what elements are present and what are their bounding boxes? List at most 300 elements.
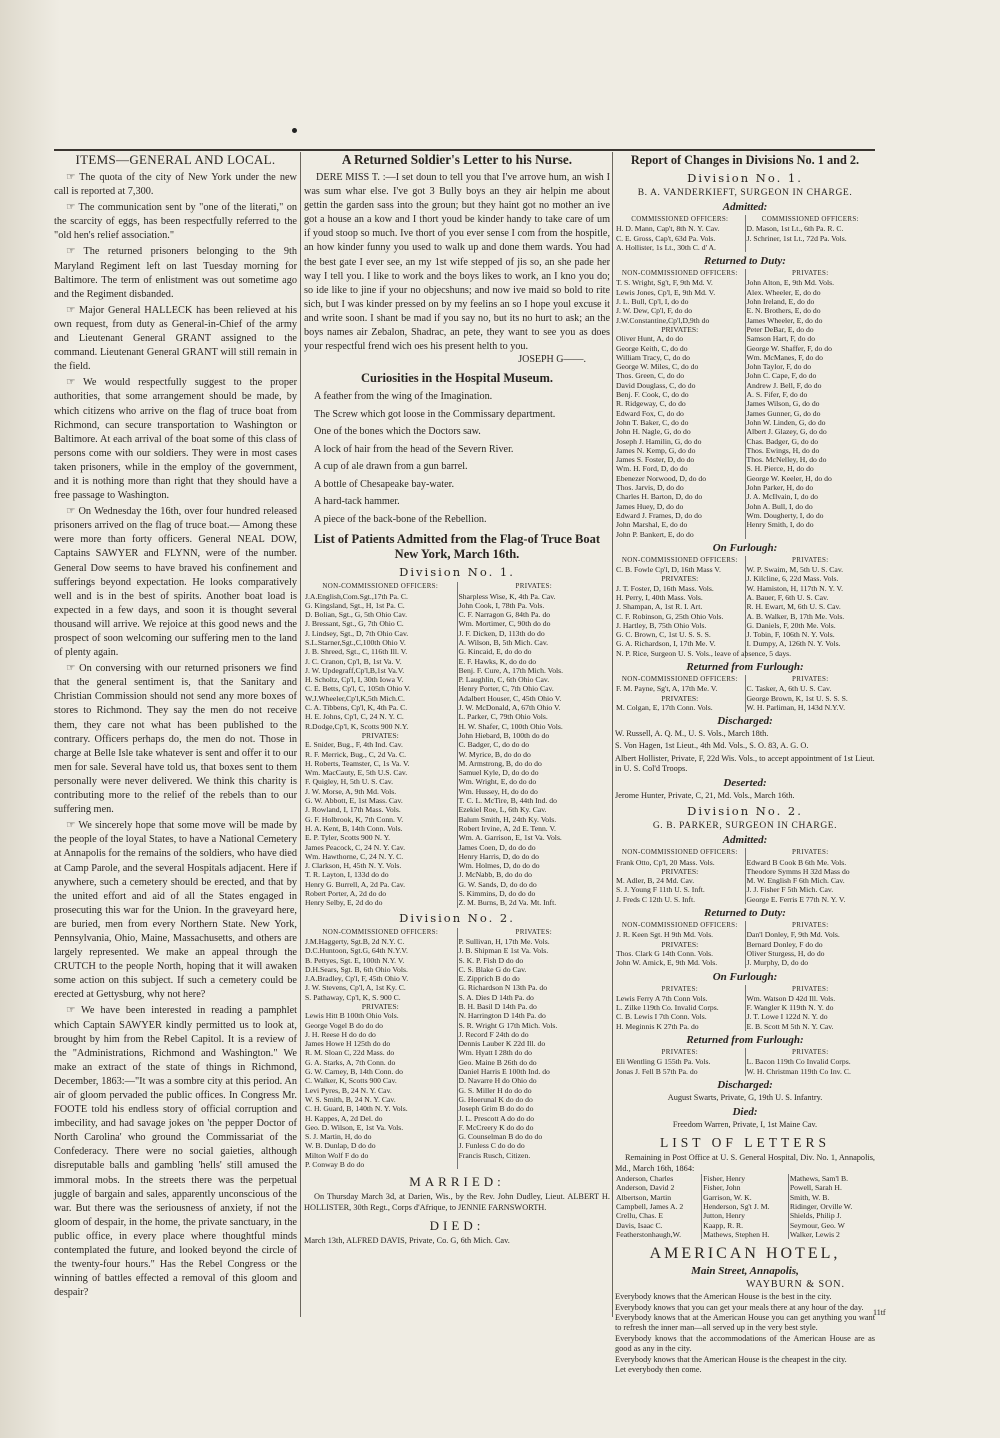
news-item-paragraph: ☞ Major General HALLECK has been relieved at his own request, from duty as General-in-Chief of the army and Lieutenant General GRANT assigned to the command. Lieutenant General GRANT will still remain in the field. (54, 304, 297, 373)
table-row (304, 787, 610, 796)
museum-item: A feather from the wing of the Imagination. (314, 391, 493, 403)
table-cell: J. Tobin, F, 106th N. Y. Vols. (746, 630, 835, 640)
table-cell: NON-COMMISSIONED OFFICERS: (615, 675, 745, 684)
table-cell: Chas. Badger, G, do do (746, 436, 819, 446)
hotel-address: Main Street, Annapolis, (691, 1265, 799, 1278)
table-cell: Wm. MacCauty, E, 5th U.S. Cav. (304, 768, 457, 777)
hotel-ad-line: Everybody knows that the American House is the best in the city. (615, 1292, 832, 1302)
museum-item: A cup of ale drawn from a gun barrel. (314, 461, 468, 473)
table-row (304, 843, 610, 852)
table-row (615, 1048, 875, 1057)
table-row (615, 858, 875, 867)
table-row (304, 861, 610, 870)
table-cell: M. Adler, B, 24 Md. Cav. (615, 876, 745, 885)
table-cell: J.A.Bradley, Cp'l, F, 45th Ohio V. (304, 974, 457, 983)
column-letter-and-lists (304, 152, 610, 1332)
returned-furlough-table-1 (615, 675, 875, 712)
table-cell: Wm. A. Garrison, E, 1st Va. Vols. (458, 833, 562, 843)
table-row (304, 731, 610, 740)
table-row (615, 520, 875, 529)
items-paragraphs (54, 171, 297, 1300)
table-cell: John Marshal, E, do do (615, 520, 745, 529)
furlough-label-2: On Furlough: (712, 970, 778, 983)
table-cell: Albert J. Glazey, G, do do (746, 427, 827, 437)
died-label-2: Died: (732, 1106, 758, 1119)
table-cell: G. S. Miller H do do do (458, 1085, 532, 1095)
table-cell: P. Laughlin, C, 6th Ohio Cav. (458, 675, 550, 685)
table-cell: James Peacock, C, 24 N. Y. Cav. (304, 843, 457, 852)
table-cell: Lewis Hitt B 100th Ohio Vols. (304, 1011, 457, 1020)
museum-item: A hard-tack hammer. (314, 496, 400, 508)
table-row (615, 867, 875, 876)
table-row (304, 870, 610, 879)
table-cell: Shields, Philip J. (789, 1211, 842, 1221)
table-cell: Anderson, Charles (615, 1174, 702, 1183)
table-cell: Geo. Maine B 26th do do (458, 1057, 537, 1067)
table-row (304, 629, 610, 638)
table-cell: D. Bolian, Sgt., G, 5th Ohio Cav. (304, 610, 457, 619)
table-cell: S. K. P. Fish D do do (458, 955, 524, 965)
table-row (304, 1039, 610, 1048)
table-cell: Henry Porter, C, 7th Ohio Cav. (458, 684, 554, 694)
discharged-label-1: Discharged: (717, 715, 773, 728)
table-row (304, 880, 610, 889)
table-cell: NON-COMMISSIONED OFFICERS: (304, 582, 457, 591)
table-row (615, 612, 875, 621)
table-row (304, 703, 610, 712)
museum-item: A lock of hair from the head of the Severn River. (314, 443, 514, 455)
table-cell: Levi Pyres, B, 24 N. Y. Cav. (304, 1086, 457, 1095)
table-cell: T. R. Layton, I, 133d do do (304, 870, 457, 879)
discharged-list-1 (615, 729, 875, 774)
married-text: On Thursday March 3d, at Darien, Wis., by the Rev. John Dudley, Lieut. ALBERT H. HOLLISTER, 30th Regt., Corps d'Afrique, to JENNIE FARNSWORTH. (304, 1192, 610, 1212)
table-cell: J. J. Fisher F 5th Mich. Cav. (746, 885, 834, 895)
table-cell: E. P. Tyler, Scotts 900 N. Y. (304, 833, 457, 842)
table-row (615, 1067, 875, 1076)
letters-intro: Remaining in Post Office at U. S. General Hospital, Div. No. 1, Annapolis, Md., March 16th, 1864: (615, 1153, 875, 1173)
table-cell: A. B. Walker, B, 17th Me. Vols. (746, 611, 845, 621)
table-row (615, 437, 875, 446)
table-cell: Henry G. Burrell, A, 2d Pa. Cav. (304, 880, 457, 889)
ink-dot (292, 128, 297, 133)
news-item-paragraph: ☞ The communication sent by "one of the literati," on the scarcity of eggs, has been respectfully referred to the "old hen's relief association." (54, 202, 297, 242)
table-cell: Mathews, Stephen H. (702, 1230, 789, 1239)
table-cell: T. S. Wright, Sg't, F, 9th Md. V. (615, 278, 745, 287)
discharged-entry: Albert Hollister, Private, F, 22d Wis. Vols., to accept appointment of 1st Lieut. in U. S. Col'd Troops. (615, 753, 875, 773)
table-cell: Davis, Isaac C. (615, 1221, 702, 1230)
table-cell: John Hiebard, B, 100th do do (458, 730, 550, 740)
table-cell: E. F. Hawks, K, do do do (458, 656, 537, 666)
table-cell: Joseph J. Hamilin, G, do do (615, 437, 745, 446)
table-cell: Dennis Lauber K 22d Ill. do (458, 1039, 546, 1049)
table-cell: J.M.Haggerty, Sgt.B, 2d N.Y. C. (304, 937, 457, 946)
table-cell (745, 530, 875, 539)
report-title: Report of Changes in Divisions No. 1 and 2. (630, 153, 860, 167)
table-cell: Alex. Wheeler, E, do do (746, 287, 821, 297)
table-cell: John A. Bull, I, do do (746, 501, 813, 511)
table-cell: G. Hoerunal K do do do (458, 1094, 533, 1104)
table-cell: G. Counselman B do do do (458, 1132, 543, 1142)
table-row (304, 750, 610, 759)
table-cell: NON-COMMISSIONED OFFICERS: (615, 556, 745, 565)
patients-division-1-heading: Division No. 1. (399, 565, 515, 580)
table-cell: W. Hamiston, H, 117th N. Y. V. (746, 583, 844, 593)
table-cell: J. T. Lowe I 122d N. Y. do (746, 1012, 828, 1022)
table-cell: Bernard Donley, F do do (746, 939, 823, 949)
table-cell: Balum Smith, H, 24th Ky. Vols. (458, 814, 557, 824)
table-cell: A. Hollister, 1s Lt., 30th C. d' A. (615, 243, 745, 252)
hotel-ad-text (615, 1292, 875, 1375)
table-row (615, 675, 875, 684)
table-cell: Wm. Hyatt I 28th do do (458, 1048, 532, 1058)
table-cell: I. Dumpy, A, 126th N. Y. Vols. (746, 639, 841, 649)
table-row (615, 344, 875, 353)
news-item-paragraph: ☞ On Wednesday the 16th, over four hundred released prisoners arrived on the flag of truce boat.— Among these were more than forty officers. General NEAL DOW, Captains SAWYER and FLYNN, were of the number. General Dow seems to have braved his confinement and sufferings beyond expectation. He looks comparatively well and is in the best of spirits. Another boat load is expected in a few days, and soon it is thought several thousand will arrive. We rejoice at this good news and the prospect of soon welcoming our suffering men to the land of plenty again. (54, 506, 297, 659)
table-row (615, 1230, 875, 1239)
table-row (615, 958, 875, 967)
table-cell: Theodore Symms H 32d Mass do (746, 866, 850, 876)
table-row (304, 983, 610, 992)
table-row (615, 994, 875, 1003)
museum-title: Curiosities in the Hospital Museum. (360, 371, 554, 386)
table-row (615, 649, 875, 658)
table-row (304, 805, 610, 814)
admitted-label-1: Admitted: (722, 201, 768, 213)
top-rule (54, 149, 875, 151)
admitted-label-2: Admitted: (722, 834, 768, 847)
table-cell: Edward Fox, C, do do (615, 409, 745, 418)
table-row (615, 306, 875, 315)
table-cell: W.J.Wheeler,Cp'l,K,5th Mich.C. (304, 694, 457, 703)
table-cell: S. A. Dies D 14th Pa. do (458, 992, 534, 1002)
table-cell: Adalbert Houser, C, 45th Ohio V. (458, 693, 562, 703)
table-cell: C. F. Narragon G, 84th Pa. do (458, 610, 551, 620)
table-cell: W. H. Christman 119th Co Inv. C. (746, 1066, 851, 1076)
table-cell: G. Kincaid, E, do do do (458, 647, 532, 657)
table-cell: Lewis Ferry A 7th Conn Vols. (615, 994, 745, 1003)
table-cell: George Brown, K, 1st U. S. S. S. (746, 693, 848, 703)
table-cell: Edward J. Frames, D, do do (615, 511, 745, 520)
table-row (615, 288, 875, 297)
table-cell: E. Snider, Bug., F, 4th Ind. Cav. (304, 740, 457, 749)
table-cell: PRIVATES: (304, 731, 457, 740)
table-row (615, 418, 875, 427)
table-cell: J.A.English,Com.Sgt.,17th Pa. C. (304, 592, 457, 601)
table-cell: John H. Nagle, G, do do (615, 427, 745, 436)
hotel-proprietor: WAYBURN & SON. (746, 1279, 845, 1291)
table-cell: B. Pettyes, Sgt. E, 100th N.Y. V. (304, 956, 457, 965)
table-row (615, 492, 875, 501)
table-cell: G. W. Sands, D, do do do (458, 879, 537, 889)
table-cell: George Vogel B do do do (304, 1021, 457, 1030)
table-cell: C. Badger, C, do do do (458, 740, 530, 750)
furlough-table-2 (615, 985, 875, 1031)
table-cell: John Ireland, E, do do (746, 297, 815, 307)
table-cell: G. A. Starks, A, 7th Conn. do (304, 1058, 457, 1067)
table-cell: G. F. Holbrook, K, 7th Conn. V. (304, 815, 457, 824)
returned-label-1: Returned to Duty: (704, 255, 786, 268)
table-row (615, 1211, 875, 1220)
deserted-label-1: Deserted: (723, 777, 767, 790)
table-cell: Ridinger, Orville W. (789, 1202, 853, 1212)
table-row (304, 722, 610, 731)
table-row (615, 848, 875, 857)
table-row (304, 694, 610, 703)
table-cell: A. S. Fifer, F, do do (746, 390, 808, 400)
table-row (615, 1003, 875, 1012)
table-cell: James Wilson, G, do do (746, 399, 820, 409)
table-cell: Charles H. Barton, D, do do (615, 492, 745, 501)
table-row (304, 1030, 610, 1039)
table-cell: C. H. Guard, B, 140th N. Y. Vols. (304, 1104, 457, 1113)
table-row (615, 325, 875, 334)
table-cell: John W. Amick, E, 9th Md. Vols. (615, 958, 745, 967)
table-cell: Frank Otto, Cp'l, 20 Mass. Vols. (615, 858, 745, 867)
table-cell: Fisher, Henry (702, 1174, 789, 1183)
table-row (304, 1048, 610, 1057)
table-row (615, 876, 875, 885)
table-row (615, 234, 875, 243)
table-cell: J. W. Stevens, Cp'l, A, 1st Ky. C. (304, 983, 457, 992)
table-cell: John W. Linden, G, do do (746, 417, 826, 427)
column-rule-1 (300, 152, 301, 1317)
table-cell: COMMISSIONED OFFICERS: (615, 215, 745, 224)
table-cell: H. Meginnis K 27th Pa. do (615, 1022, 745, 1031)
table-row (615, 574, 875, 583)
column-items-general-local (54, 152, 297, 1332)
table-cell: Henderson, Sg't J. M. (702, 1202, 789, 1211)
table-row (304, 1095, 610, 1104)
table-cell: Walker, Lewis 2 (789, 1229, 840, 1239)
hotel-ad-line: Everybody knows that you can get your meals there at any hour of the day. (615, 1302, 864, 1312)
table-row (615, 446, 875, 455)
table-row (304, 974, 610, 983)
returned-label-2: Returned to Duty: (704, 907, 786, 920)
table-cell: George E. Ferris E 77th N. Y. V. (746, 894, 846, 904)
table-cell: J. Bressant, Sgt., G, 7th Ohio C. (304, 619, 457, 628)
museum-list (304, 389, 610, 528)
table-row (304, 1058, 610, 1067)
table-row (304, 657, 610, 666)
table-cell: M. Colgan, E, 17th Conn. Vols. (615, 703, 745, 712)
table-cell: Joseph Grim B do do do (458, 1104, 534, 1114)
table-cell: L. Bacon 119th Co Invalid Corps. (746, 1057, 851, 1067)
discharged-text-2: August Swarts, Private, G, 19th U. S. Infantry. (667, 1092, 823, 1102)
table-cell: Benj. F. Cook, C, do do (615, 390, 745, 399)
table-cell: James Huey, D, do do (615, 502, 745, 511)
table-cell: J. L. Bull, Cp'l, I, do do (615, 297, 745, 306)
table-cell: C. E. Betts, Cp'l, C, 105th Ohio V. (304, 684, 457, 693)
table-row (304, 928, 610, 937)
table-row (615, 474, 875, 483)
returned-furlough-label-2: Returned from Furlough: (686, 1034, 804, 1047)
table-row (615, 502, 875, 511)
table-row (615, 409, 875, 418)
table-row (615, 371, 875, 380)
table-cell: Eli Wentling G 155th Pa. Vols. (615, 1057, 745, 1066)
table-row (304, 946, 610, 955)
table-row (304, 712, 610, 721)
table-cell: John Parker, H, do do (746, 483, 814, 493)
table-row (304, 1114, 610, 1123)
table-cell: S. H. Pierce, H, do do (746, 464, 814, 474)
table-cell: Milton Wolf F do do (304, 1151, 457, 1160)
table-cell: M. W. English F 6th Mich. Cav. (746, 876, 845, 886)
table-row (615, 885, 875, 894)
table-row (615, 639, 875, 648)
table-cell: G. A. Richardson, I, 17th Me. V. (615, 639, 745, 648)
table-row (615, 278, 875, 287)
table-row (615, 1022, 875, 1031)
table-cell: W. S. Smith, B, 24 N. Y. Cav. (304, 1095, 457, 1104)
table-row (615, 985, 875, 994)
hotel-advertisement (615, 1245, 875, 1375)
married-title: MARRIED: (409, 1174, 505, 1190)
table-cell: N. Harrington D 14th Pa. do (458, 1011, 546, 1021)
table-row (615, 949, 875, 958)
table-row (304, 1160, 610, 1169)
table-row (304, 993, 610, 1002)
table-cell: Thos. Clark G 14th Conn. Vols. (615, 949, 745, 958)
table-cell: Seymour, Geo. W (789, 1220, 845, 1230)
table-row (615, 297, 875, 306)
table-row (615, 399, 875, 408)
table-cell: Wm. Wright, E, do do do (458, 777, 537, 787)
table-cell: John Taylor, F, do do (746, 362, 812, 372)
table-cell: PRIVATES: (615, 940, 745, 949)
table-cell: N. P. Rice, Surgeon U. S. Vols., leave of absence, 5 days. (616, 648, 792, 658)
table-cell: G. Daniels, F, 20th Me. Vols. (746, 620, 836, 630)
table-cell: J. Lindsey, Sgt., D, 7th Ohio Cav. (304, 629, 457, 638)
table-row (304, 675, 610, 684)
news-item-paragraph: ☞ We have been interested in reading a pamphlet which Captain SAWYER kindly permitted us to look at, brought by him from the Rebel Capitol. It is a review of the "Administrations, Richmond and Washington." We make an extract of the state of things in Richmond, December, 1863:—"It was a sombre city at this period. An air of gloom pervaded the public offices. In Congress Mr. FOOTE told his endless story of official corruption and imbecility, and had savage jokes on 'the pepper Doctor of North Carolina' who ground the Commissariat of the Confederacy. There were no social gaieties, although disreputable balls and gambling 'hells' still amused the immoral mobs. In the streets there was the perpetual juggle of bargain and sales, apparently unconscious of the war. But there was the seriousness of anxiety, if not the gloom of despair, in the home, the private sanctuary, in the public office, in every place where thoughtful minds contemplated the future, and looked beyond the circle of the twenty-four hours." Has the Rebel Congress or the winning of battles effected a removal of this gloom and despair? (54, 1005, 297, 1299)
table-row (304, 824, 610, 833)
table-cell: NON-COMMISSIONED OFFICERS: (615, 921, 745, 930)
table-cell: Henry Smith, I, do do (746, 520, 814, 530)
table-row (615, 1202, 875, 1211)
patients-division-1-table (304, 582, 610, 907)
table-cell: Samuel Kyle, D, do do do (458, 768, 539, 778)
table-cell: J. Record F 24th do do (458, 1029, 529, 1039)
news-item-paragraph: ☞ We sincerely hope that some move will be made by the people of the loyal States, to have a National Cemetery at Annapolis for the remains of the soldiers, who have died at Camp Parole, and the several Hospitals adjacent. Here if anywhere, such a cemetery should be erected, and that by the united effort and aid of all the States engaged in prosecuting this war for the Union. In the graveyard here, are buried, men from every Northern State. New York, Pennsylvania, Ohio, Maine, Massachusetts, and others are largely represented. We make an appeal through the CRUTCH to the people North, hoping that it will awaken some action on this subject. If such a cemetery could be erected at Gettysburg, why not here? (54, 820, 297, 1001)
table-cell: J. Kilcline, 6, 22d Mass. Vols. (746, 574, 839, 584)
table-cell: Henry Selby, E, 2d do do (304, 898, 457, 907)
table-cell: R. F. Merrick, Bug., C, 2d Va. C. (304, 750, 457, 759)
table-cell: H. Kappes, A, 2d Del. do (304, 1114, 457, 1123)
table-row (615, 930, 875, 939)
table-cell: PRIVATES: (615, 985, 745, 994)
hotel-ad-line: Everybody knows that the American House is the cheapest in the city. (615, 1354, 847, 1364)
table-row (615, 694, 875, 703)
table-row (615, 455, 875, 464)
table-cell: L. Parker, C, 79th Ohio Vols. (458, 712, 548, 722)
table-cell: Campbell, James A. 2 (615, 1202, 702, 1211)
table-cell: NON-COMMISSIONED OFFICERS: (615, 848, 745, 857)
table-cell: Henry Harris, D, do do do (458, 851, 539, 861)
table-cell: J. R. Keen Sgt. H 9th Md. Vols. (615, 930, 745, 939)
hotel-name: AMERICAN HOTEL, (649, 1245, 841, 1263)
table-row (304, 601, 610, 610)
table-row (304, 965, 610, 974)
table-cell: D.H.Sears, Sgt. B, 6th Ohio Vols. (304, 965, 457, 974)
table-row (615, 511, 875, 520)
table-cell: David Douglass, C, do do (615, 381, 745, 390)
died-text: March 13th, ALFRED DAVIS, Private, Co. G, 6th Mich. Cav. (304, 1236, 510, 1246)
table-cell: Wm. Mortimer, C, 90th do do (458, 619, 551, 629)
table-cell: W. B. Dunlap, D do do (304, 1141, 457, 1150)
table-cell: Garrison, W. K. (702, 1193, 789, 1202)
table-cell: NON-COMMISSIONED OFFICERS: (304, 928, 457, 937)
table-cell: George Keith, C, do do (615, 344, 745, 353)
table-cell: Thos. Ewings, H, do do (746, 445, 820, 455)
table-cell: Ebenezer Norwood, D, do do (615, 474, 745, 483)
table-row (304, 1067, 610, 1076)
table-cell: John Alton, E, 9th Md. Vols. (746, 278, 834, 288)
returned-table-1 (615, 269, 875, 539)
table-cell: C. F. Robinson, G, 25th Ohio Vols. (615, 612, 745, 621)
table-cell: R. Ridgeway, C, do do (615, 399, 745, 408)
news-item-paragraph: ☞ The quota of the city of New York under the new call is reported at 7,300. (54, 172, 297, 198)
table-cell: H. Roberts, Teamster, C, 1s Va. V. (304, 759, 457, 768)
table-cell: PRIVATES: (304, 1002, 457, 1011)
table-cell: Wm. Watson D 42d Ill. Vols. (746, 993, 836, 1003)
table-cell: W. Myrice, B, do do do (458, 749, 531, 759)
table-cell: T. C. L. McTire, B, 44th Ind. do (458, 796, 557, 806)
table-cell: Lewis Jones, Cp'l, E, 9th Md. V. (615, 288, 745, 297)
furlough-label-1: On Furlough: (712, 541, 778, 554)
table-cell: J. W. Morse, A, 9th Md. Vols. (304, 787, 457, 796)
table-cell: H. W. Shafer, C, 100th Ohio Vols. (458, 721, 563, 731)
table-cell: D. Navarre H do Ohio do (458, 1076, 537, 1086)
table-cell: R. H. Ewart, M, 6th U. S. Cav. (746, 602, 841, 612)
table-cell: Ezekiel Roe, L, 6th Ky. Cav. (458, 805, 547, 815)
table-cell: S. Pathaway, Cp'l, K, S. 900 C. (304, 993, 457, 1002)
column-rule-2 (612, 152, 613, 1317)
table-row (615, 243, 875, 252)
patients-division-2-heading: Division No. 2. (399, 910, 515, 925)
table-cell: Jutton, Henry (702, 1211, 789, 1220)
table-row (615, 593, 875, 602)
table-cell: J. Shampan, A, 1st R. I. Art. (615, 602, 745, 611)
table-row (304, 889, 610, 898)
table-cell (457, 1160, 610, 1169)
hotel-ad-line: Everybody knows that the accommodations of the American House are as good as any in the city. (615, 1333, 875, 1354)
division-1-surgeon: B. A. VANDERKIEFT, SURGEON IN CHARGE. (637, 188, 853, 198)
table-cell: PRIVATES: (792, 921, 829, 930)
admitted-table-1 (615, 215, 875, 252)
table-cell: PRIVATES: (515, 927, 552, 936)
table-row (615, 1174, 875, 1183)
table-cell: PRIVATES: (615, 1048, 745, 1057)
table-row (615, 316, 875, 325)
table-cell: J.W.Constantine,Cp'l,D,9th do (615, 316, 745, 325)
table-row (304, 768, 610, 777)
table-cell: Smith, W. B. (789, 1192, 830, 1202)
table-cell: J. B. Shipman E 1st Va. Vols. (458, 946, 549, 956)
table-cell: Edward B Cook B 6th Me. Vols. (746, 857, 847, 867)
table-row (615, 1183, 875, 1192)
table-cell: Wm. Hawthorne, C, 24 N. Y. C. (304, 852, 457, 861)
table-cell: Oliver Sturgess, H, do do (746, 948, 825, 958)
table-row (304, 1021, 610, 1030)
table-cell: P. Sullivan, H, 17th Me. Vols. (458, 936, 550, 946)
furlough-table-1 (615, 556, 875, 658)
table-row (615, 1012, 875, 1021)
table-row (615, 895, 875, 904)
table-cell: C. E. Gross, Cap't, 63d Pa. Vols. (615, 234, 745, 243)
table-row (615, 1057, 875, 1066)
table-row (615, 703, 875, 712)
